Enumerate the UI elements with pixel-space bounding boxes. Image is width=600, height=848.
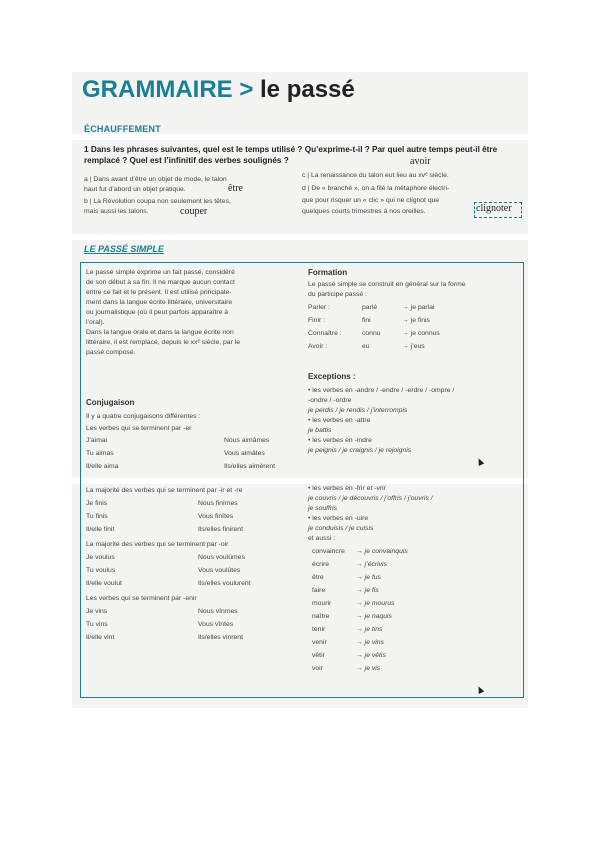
handwritten-answer: avoir	[410, 156, 431, 167]
also-form: → je naquis	[356, 613, 392, 620]
formation-text: du participe passé :	[308, 291, 367, 298]
sentence-a-line1: a | Dans avant d’être un objet de mode, le talon	[84, 176, 227, 183]
formation-title: Formation	[308, 268, 348, 277]
exceptions-title: Exceptions :	[308, 372, 356, 381]
group-oir-label: La majorité des verbes qui se terminent par -oir	[86, 541, 229, 548]
exceptions-list: • les verbes en -andre / -endre / -erdre / -ompre / -ondre / -ordre je perdis / je rendis / j’interrompis • les verbes en -attre je battis • les verbes en -indre je peignis / je craignis / je rejoignis	[308, 387, 455, 454]
conj-cell: Vous aimâtes	[224, 450, 265, 457]
also-verb: tenir	[312, 626, 326, 633]
also-form: → je fus	[356, 574, 381, 581]
conj-cell: Je voulus	[86, 554, 115, 561]
formation-cell: fini	[362, 317, 371, 324]
sentence-c-line1: c | La renaissance du talon eut lieu au xvᵉ siècle.	[302, 172, 449, 179]
exceptions-list: • les verbes en -frir et -vrir je couvris / je découvris / j’offris / j’ouvris / je souffris • les verbes en -uire je conduisis / je cuisis et aussi :	[308, 485, 433, 542]
formation-cell: → je finis	[402, 317, 430, 324]
conj-cell: Je finis	[86, 500, 108, 507]
warmup-label: ÉCHAUFFEMENT	[84, 124, 161, 134]
formation-cell: → je connus	[402, 330, 440, 337]
also-verb: faire	[312, 587, 326, 594]
sentence-b-line1: b | La Révolution coupa non seulement les têtes,	[84, 198, 231, 205]
sentence-d-line3: quelques courts trimestres à nos oreilles.	[302, 208, 426, 215]
conj-cell: Ils/elles finirent	[198, 526, 243, 533]
also-verb: convaincre	[312, 548, 345, 555]
conj-cell: Ils/elles vinrent	[198, 634, 243, 641]
conj-cell: Tu aimas	[86, 450, 114, 457]
formation-cell: → je parlai	[402, 304, 435, 311]
intro-text: Le passé simple exprime un fait passé, considéré de son début à sa fin. Il ne marque aucun contact entre ce fait et le présent. Il est utilisé principale- ment dans la langue écrite littéraire, universitaire ou journalistique (où il peut parfois apparaître à l’oral). Dans la langue orale et dans la langue écrite non littéraire, il est remplacé, depuis le xxᵉ siècle, par le passé composé.	[86, 269, 241, 356]
conjugation-intro: Il y a quatre conjugaisons différentes :	[86, 413, 201, 420]
warmup-question: 1 Dans les phrases suivantes, quel est le temps utilisé ? Qu’exprime-t-il ? Par quel autre temps peut-il être remplacé ? Quel est l’infinitif des verbes soulignés ?	[84, 145, 498, 165]
also-verb: écrire	[312, 561, 329, 568]
formation-cell: → j’eus	[402, 343, 425, 350]
conj-cell: Nous vînmes	[198, 608, 238, 615]
scan-gap	[72, 134, 528, 140]
handwritten-answer: couper	[180, 206, 208, 217]
formation-cell: connu	[362, 330, 381, 337]
formation-cell: Finir :	[308, 317, 325, 324]
conjugation-title: Conjugaison	[86, 398, 135, 407]
handwritten-answer: être	[228, 183, 243, 194]
also-verb: vêtir	[312, 652, 325, 659]
also-form: → je vis	[356, 665, 381, 672]
also-form: → je vins	[356, 639, 384, 646]
handwritten-answer: clignoter	[476, 203, 512, 214]
group-ir-label: La majorité des verbes qui se terminent par -ir et -re	[86, 487, 243, 494]
sentence-d-line2: que pour risquer un « clic » qui ne clignot que	[302, 197, 440, 204]
conj-cell: Ils/elles voulurent	[198, 580, 251, 587]
sentence-d-line1: d | De « branché », on a filé la métaphore électri-	[302, 185, 450, 192]
conj-cell: Tu voulus	[86, 567, 116, 574]
sentence-a-line2: haut fut d’abord un objet pratique.	[84, 186, 186, 193]
also-form: → j’écrivis	[356, 561, 387, 568]
group-enir-label: Les verbes qui se terminent par -enir	[86, 595, 197, 602]
also-form: → je convainquis	[356, 548, 408, 555]
also-form: → je mourus	[356, 600, 395, 607]
scan-gap	[72, 234, 528, 240]
textbook-page	[72, 72, 528, 708]
group-er-label: Les verbes qui se terminent par -er	[86, 425, 192, 432]
page-title: GRAMMAIRE > le passé	[82, 76, 355, 103]
conj-cell: Il/elle finit	[86, 526, 115, 533]
formation-cell: Avoir :	[308, 343, 328, 350]
conj-cell: J’aimai	[86, 437, 108, 444]
also-verb: voir	[312, 665, 323, 672]
conj-cell: Il/elle aima	[86, 463, 119, 470]
formation-cell: Parler :	[308, 304, 330, 311]
formation-cell: parlé	[362, 304, 378, 311]
conj-cell: Tu vins	[86, 621, 108, 628]
formation-cell: eu	[362, 343, 370, 350]
conj-cell: Nous finîmes	[198, 500, 238, 507]
sentence-b-line2: mais aussi les talons.	[84, 208, 149, 215]
section-title: LE PASSÉ SIMPLE	[84, 244, 164, 254]
conj-cell: Il/elle voulut	[86, 580, 122, 587]
also-verb: mourir	[312, 600, 332, 607]
also-form: → je tins	[356, 626, 383, 633]
conj-cell: Vous vîntes	[198, 621, 234, 628]
conj-cell: Il/elle vint	[86, 634, 115, 641]
conj-cell: Je vins	[86, 608, 108, 615]
formation-text: Le passé simple se construit en général sur la forme	[308, 281, 466, 288]
also-verb: naître	[312, 613, 330, 620]
also-verb: venir	[312, 639, 327, 646]
conj-cell: Nous voulûmes	[198, 554, 245, 561]
conj-cell: Vous finîtes	[198, 513, 234, 520]
conj-cell: Ils/elles aimèrent	[224, 463, 275, 470]
also-verb: être	[312, 574, 324, 581]
conj-cell: Tu finis	[86, 513, 108, 520]
formation-cell: Connaître :	[308, 330, 342, 337]
conj-cell: Vous voulûtes	[198, 567, 241, 574]
also-form: → je fis	[356, 587, 379, 594]
conj-cell: Nous aimâmes	[224, 437, 270, 444]
also-form: → je vêtis	[356, 652, 386, 659]
